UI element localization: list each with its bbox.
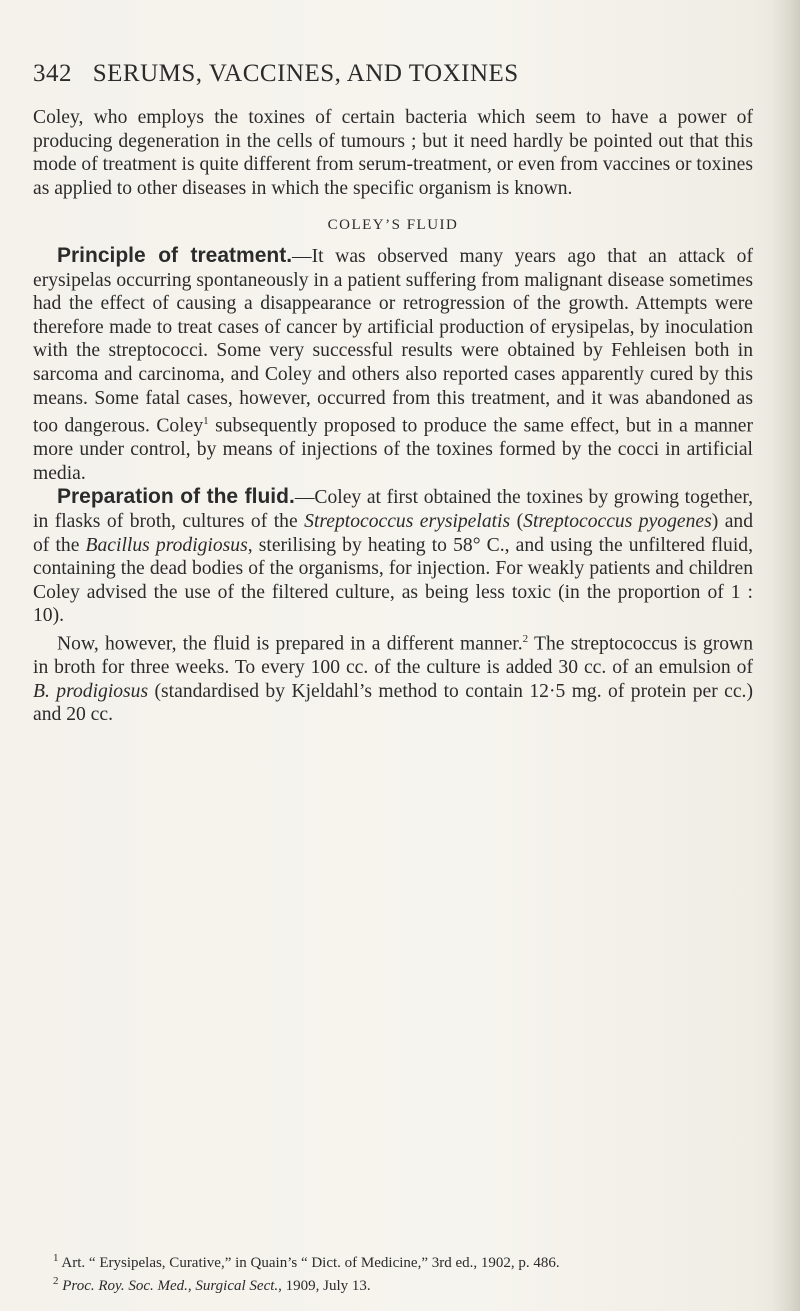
principle-text-a: —It was observed many years ago that an attack of erysipelas occurring spontaneously in a patient suffering from malignant disease sometimes had the effect of causing a disappearance or retrogression of the growth. Attempts were therefore made to treat cases of cancer by artificial production of erysipelas, by inoculation with the streptococci. Some very successful results were obtained by Fehleisen both in sarcoma and carcinoma, and Coley and others also reported cases apparently cured by this means. Some fatal cases, however, occurred from this treatment, and it was abandoned as too dangerous. Coley: [33, 245, 754, 437]
principle-text-b: subsequently proposed to produce the same effect, but in a manner more under control, by means of injections of the toxines formed by the cocci in artificial media.: [33, 415, 753, 484]
footnotes: [33, 1249, 753, 1295]
footnote-2: [33, 1272, 753, 1295]
species-streptococcus-erysipelatis: Streptococcus erysipelatis: [304, 511, 511, 533]
preparation-heading: Preparation of the fluid.: [57, 485, 295, 509]
section-title: COLEY’S FLUID: [327, 217, 459, 234]
now-text-1: Now, however, the fluid is prepared in a different manner.: [57, 633, 523, 655]
footnote-2-mark: 2: [53, 1275, 59, 1287]
preparation-text-2: (: [510, 511, 524, 533]
species-bacillus-prodigiosus: Bacillus prodigiosus: [85, 534, 248, 556]
body-text: [33, 106, 753, 727]
now-text-3: (standardised by Kjeldahl’s method to contain 12·5 mg. of protein per cc.) and 20 cc.: [33, 680, 753, 726]
paragraph-preparation: [33, 485, 753, 628]
species-b-prodigiosus: B. prodigiosus: [33, 680, 149, 702]
page-spine-shadow: [772, 0, 800, 1311]
footnote-1-mark: 1: [53, 1252, 59, 1264]
footnote-2-journal: Proc. Roy. Soc. Med., Surgical Sect.: [58, 1278, 279, 1294]
page-number: 342: [33, 60, 72, 87]
running-header: [33, 60, 753, 88]
paragraph-intro: Coley, who employs the toxines of certain bacteria which seem to have a power of producing degeneration in the cells of tumours ; but it need hardly be pointed out that this mode of treatment is quite different from serum-treatment, or even from vaccines or toxines as applied to other diseases in which the specific organism is known.: [33, 107, 754, 199]
footnote-ref-1: 1: [203, 415, 209, 428]
paragraph-now: [33, 628, 753, 727]
species-streptococcus-pyogenes: Streptococcus pyogenes: [523, 511, 712, 533]
preparation-text-3: ) and of the: [33, 511, 753, 556]
paragraph-principle: [33, 244, 753, 485]
running-title: SERUMS, VACCINES, AND TOXINES: [92, 60, 519, 87]
footnote-2-text: , 1909, July 13.: [278, 1278, 371, 1294]
footnote-1-text: Art. “ Erysipelas, Curative,” in Quain’s “ Dict. of Medicine,” 3rd ed., 1902, p. 486.: [58, 1255, 560, 1271]
principle-heading: Principle of treatment.: [57, 243, 293, 267]
now-text-2: The streptococcus is grown in broth for three weeks. To every 100 cc. of the culture is added 30 cc. of an emulsion of: [33, 633, 753, 679]
preparation-text-1: —Coley at first obtained the toxines by growing together, in flasks of broth, cultures of the: [33, 487, 753, 533]
footnote-1: [33, 1249, 753, 1272]
preparation-text-4: , sterilising by heating to 58° C., and using the unfiltered fluid, containing the dead bodies of the organisms, for injection. For weakly patients and children Coley advised the use of the filtered culture, as being less toxic (in the proportion of 1 : 10).: [33, 534, 753, 627]
footnote-ref-2: 2: [522, 633, 529, 645]
